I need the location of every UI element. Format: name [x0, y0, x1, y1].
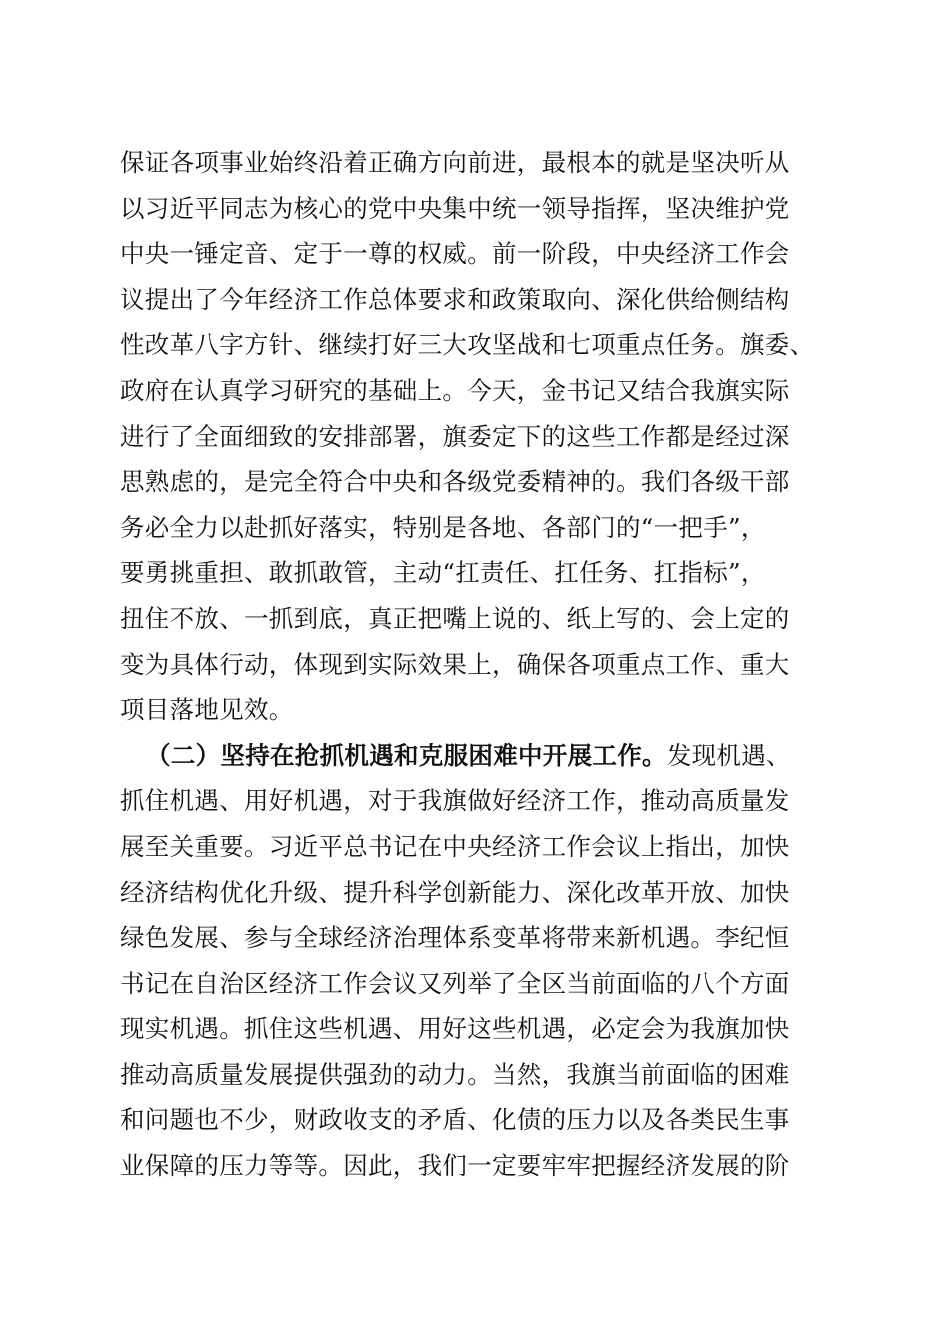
text-line: 扭住不放、一抓到底，真正把嘴上说的、纸上写的、会上定的 — [120, 603, 790, 633]
text-line: 现实机遇。抓住这些机遇、用好这些机遇，必定会为我旗加快 — [120, 1014, 790, 1044]
text-line: 和问题也不少，财政收支的矛盾、化债的压力以及各类民生事 — [120, 1105, 790, 1135]
text-line: 务必全力以赴抓好落实，特别是各地、各部门的“一把手”， — [120, 512, 766, 542]
text-line: 性改革八字方针、继续打好三大攻坚战和七项重点任务。旗委、 — [120, 330, 815, 360]
text-line: 项目落地见效。 — [120, 695, 294, 725]
text-line: 进行了全面细致的安排部署，旗委定下的这些工作都是经过深 — [120, 421, 790, 451]
text-line: 展至关重要。习近平总书记在中央经济工作会议上指出，加快 — [120, 831, 790, 861]
text-line: 经济结构优化升级、提升科学创新能力、深化改革开放、加快 — [120, 877, 790, 907]
text-line: 推动高质量发展提供强劲的动力。当然，我旗当前面临的困难 — [120, 1059, 790, 1089]
text-line: 业保障的压力等等。因此，我们一定要牢牢把握经济发展的阶 — [120, 1151, 790, 1181]
heading-trailing-text: 发现机遇、 — [666, 740, 791, 770]
text-line: 议提出了今年经济工作总体要求和政策取向、深化供给侧结构 — [120, 284, 790, 314]
text-line: 要勇挑重担、敢抓敢管，主动“扛责任、扛任务、扛指标”， — [120, 558, 766, 588]
text-line: 政府在认真学习研究的基础上。今天，金书记又结合我旗实际 — [120, 375, 790, 405]
text-line: 绿色发展、参与全球经济治理体系变革将带来新机遇。李纪恒 — [120, 923, 790, 953]
text-line: 抓住机遇、用好机遇，对于我旗做好经济工作，推动高质量发 — [120, 786, 790, 816]
text-line: 中央一锤定音、定于一尊的权威。前一阶段，中央经济工作会 — [120, 239, 790, 269]
paragraph-2 — [120, 733, 860, 1189]
text-line-first — [120, 733, 860, 779]
text-line: 书记在自治区经济工作会议又列举了全区当前面临的八个方面 — [120, 968, 790, 998]
text-line: 保证各项事业始终沿着正确方向前进，最根本的就是坚决听从 — [120, 148, 790, 177]
text-line: 思熟虑的，是完全符合中央和各级党委精神的。我们各级干部 — [120, 467, 790, 497]
paragraph-1 — [120, 140, 860, 733]
body-text — [120, 140, 860, 1189]
text-line: 变为具体行动，体现到实际效果上，确保各项重点工作、重大 — [120, 649, 790, 679]
section-heading: （二）坚持在抢抓机遇和克服困难中开展工作。 — [146, 740, 667, 770]
text-line: 以习近平同志为核心的党中央集中统一领导指挥，坚决维护党 — [120, 193, 790, 223]
